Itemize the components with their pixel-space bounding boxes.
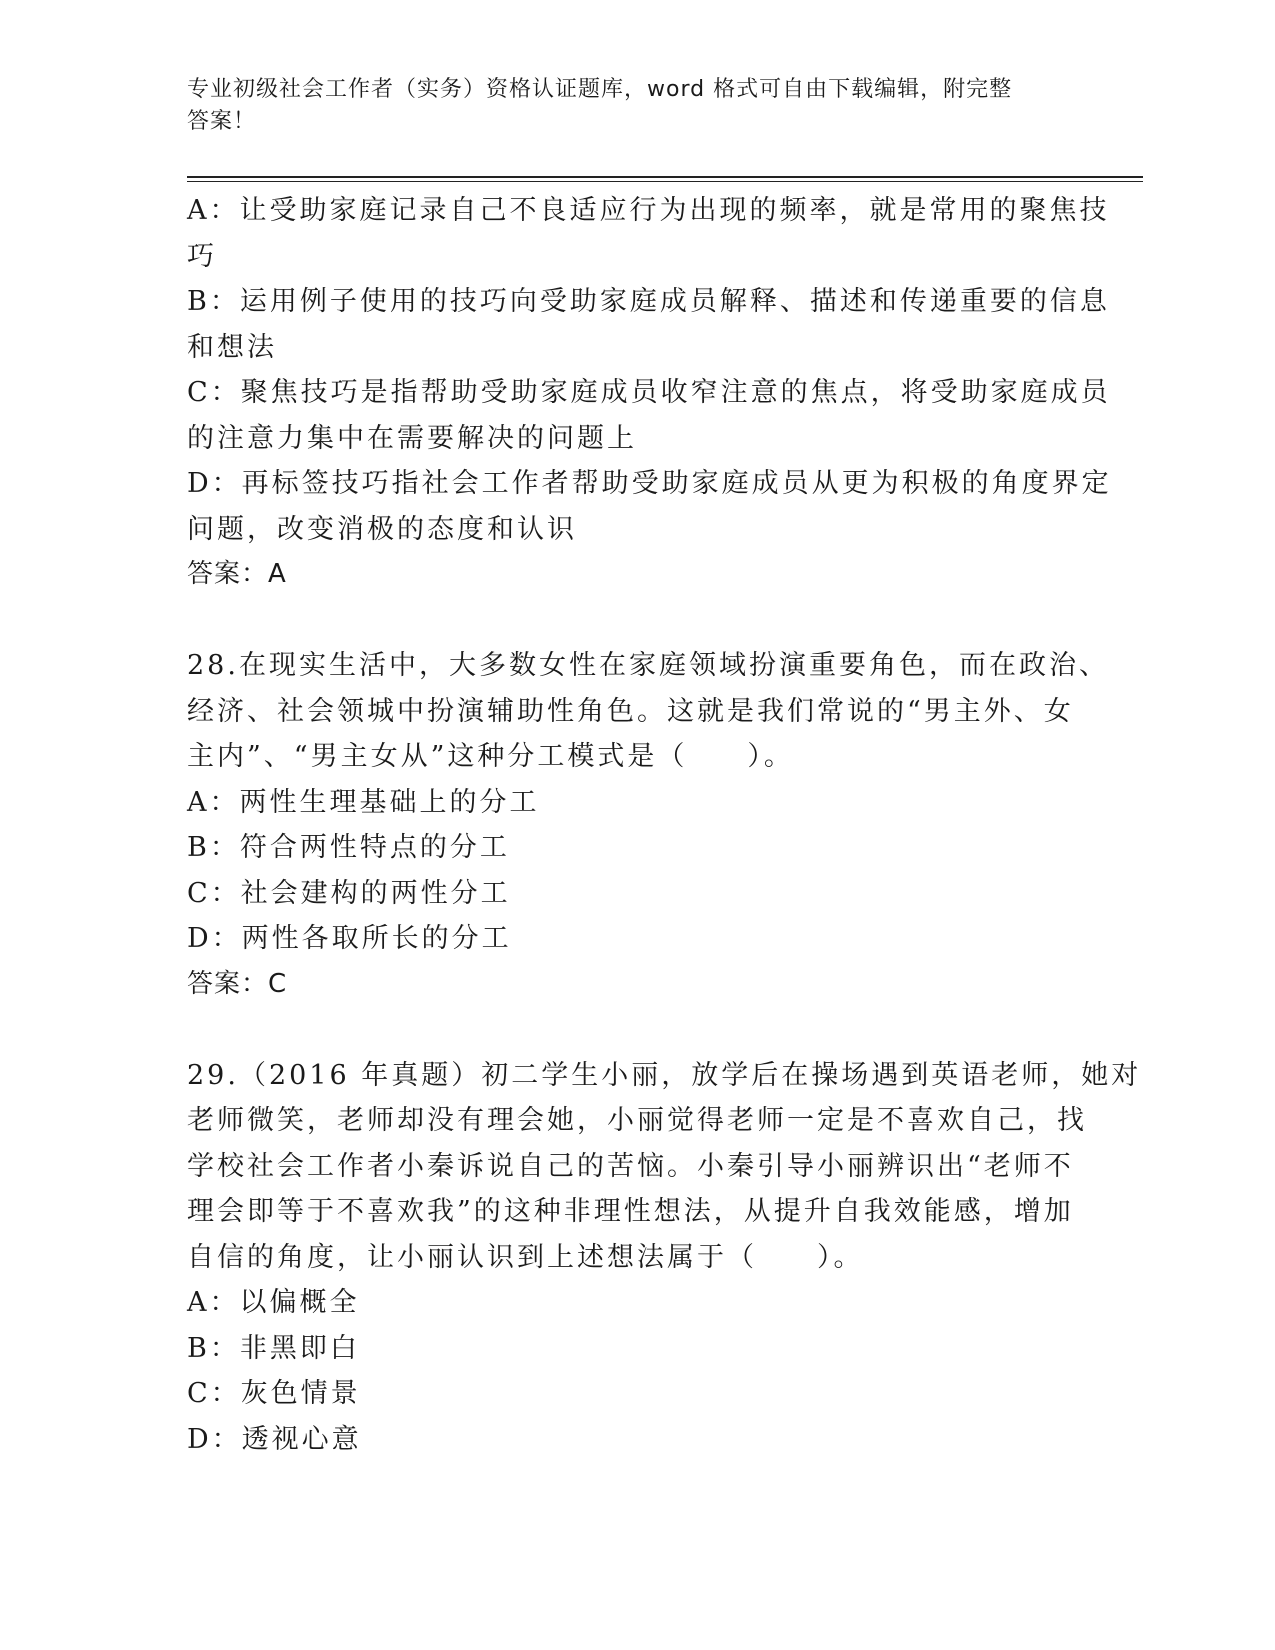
- option-a-line-2: 巧: [187, 240, 217, 272]
- question-stem-line: 28.在现实生活中，大多数女性在家庭领域扮演重要角色，而在政治、: [187, 650, 1109, 681]
- option-a: A：两性生理基础上的分工: [187, 786, 540, 818]
- option-b: B：非黑即白: [187, 1332, 360, 1364]
- question-stem-line: 主内”、“男主女从”这种分工模式是（ ）。: [187, 741, 794, 772]
- option-a-line-1: A：让受助家庭记录自己不良适应行为出现的频率，就是常用的聚焦技: [187, 195, 1110, 226]
- header-line-1: 专业初级社会工作者（实务）资格认证题库，word 格式可自由下载编辑，附完整: [187, 77, 1013, 102]
- question-27: [187, 188, 1112, 598]
- question-28: [187, 643, 1109, 1007]
- option-b: B：符合两性特点的分工: [187, 832, 510, 863]
- question-stem-line: 理会即等于不喜欢我”的这种非理性想法，从提升自我效能感，增加: [187, 1196, 1074, 1227]
- question-stem-line: 老师微笑，老师却没有理会她，小丽觉得老师一定是不喜欢自己，找: [187, 1105, 1087, 1136]
- header-divider-thin: [187, 181, 1143, 182]
- document-header: [187, 74, 1087, 138]
- answer-28: 答案：C: [187, 968, 288, 999]
- option-c: C：灰色情景: [187, 1378, 361, 1409]
- option-d-line-2: 问题，改变消极的态度和认识: [187, 513, 577, 545]
- header-line-2: 答案！: [187, 109, 257, 134]
- option-c: C：社会建构的两性分工: [187, 877, 511, 909]
- question-29: [187, 1053, 1142, 1463]
- option-d: D：透视心意: [187, 1423, 362, 1455]
- spacer: [187, 598, 1087, 644]
- question-stem-line: 29.（2016 年真题）初二学生小丽，放学后在操场遇到英语老师，她对: [187, 1059, 1142, 1091]
- option-d-line-1: D：再标签技巧指社会工作者帮助受助家庭成员从更为积极的角度界定: [187, 468, 1112, 499]
- option-d: D：两性各取所长的分工: [187, 923, 512, 954]
- spacer: [187, 1007, 1087, 1053]
- question-stem-line: 经济、社会领城中扮演辅助性角色。这就是我们常说的“男主外、女: [187, 695, 1074, 727]
- option-c-line-1: C：聚焦技巧是指帮助受助家庭成员收窄注意的焦点，将受助家庭成员: [187, 377, 1111, 408]
- option-b-line-1: B：运用例子使用的技巧向受助家庭成员解释、描述和传递重要的信息: [187, 286, 1110, 317]
- header-divider-thick: [187, 176, 1143, 178]
- question-stem-line: 学校社会工作者小秦诉说自己的苦恼。小秦引导小丽辨识出“老师不: [187, 1150, 1074, 1182]
- document-body: [187, 188, 1142, 1462]
- option-b-line-2: 和想法: [187, 331, 277, 363]
- answer-27: 答案：A: [187, 559, 287, 589]
- question-stem-line: 自信的角度，让小丽认识到上述想法属于（ ）。: [187, 1241, 864, 1273]
- option-a: A：以偏概全: [187, 1287, 360, 1318]
- option-c-line-2: 的注意力集中在需要解决的问题上: [187, 422, 637, 454]
